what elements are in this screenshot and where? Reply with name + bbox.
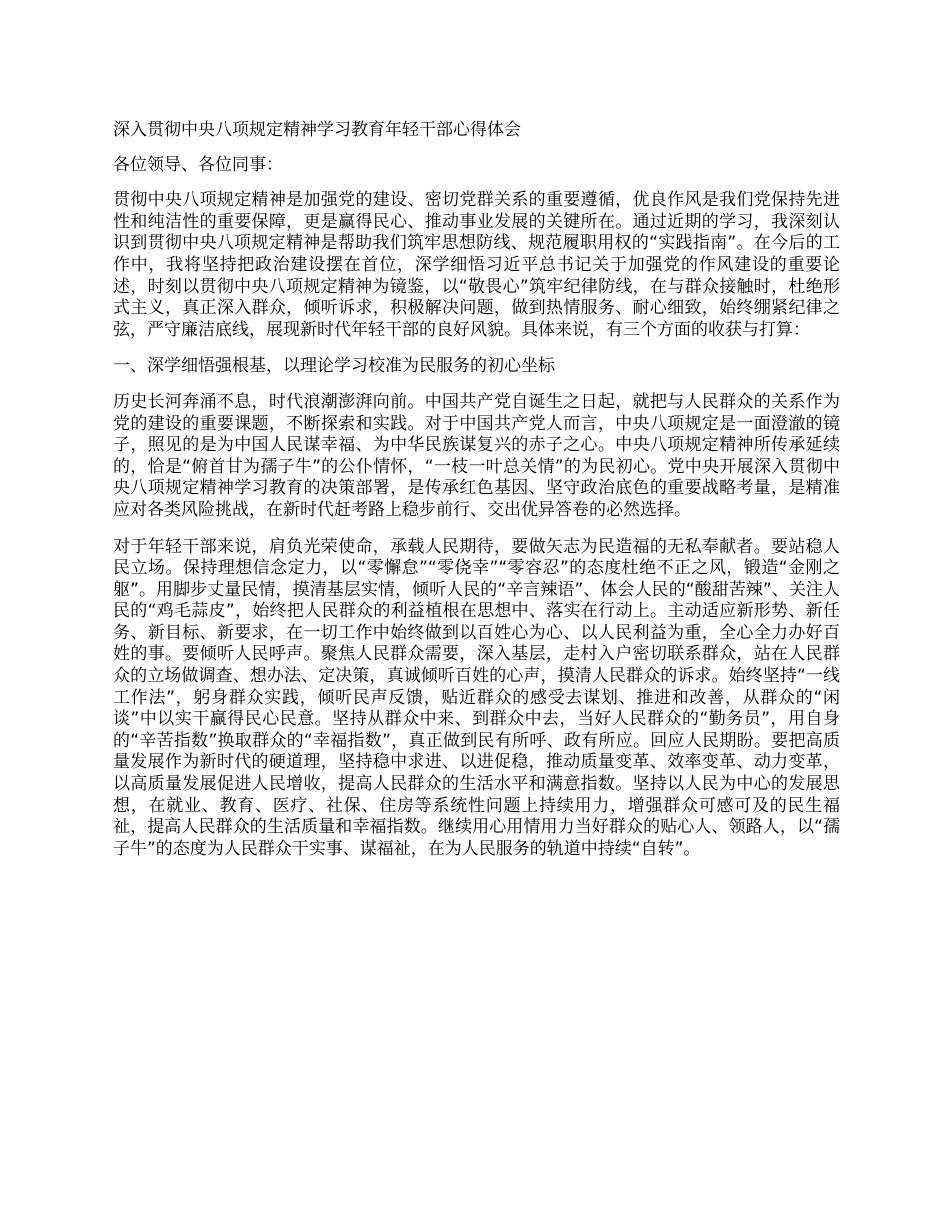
section-1-paragraph-1: 历史长河奔涌不息，时代浪潮澎湃向前。中国共产党自诞生之日起，就把与人民群众的关系作为党的建设的重要课题，不断探索和实践。对于中国共产党人而言，中央八项规定是一面澄澈的镜子，照见的是为中国人民谋幸福、为中华民族谋复兴的赤子之心。中央八项规定精神所传承延续的，恰是“俯首甘为孺子牛”的公仆情怀，“一枝一叶总关情”的为民初心。党中央开展深入贯彻中央八项规定精神学习教育的决策部署，是传承红色基因、坚守政治底色的重要战略考量，是精准应对各类风险挑战，在新时代赶考路上稳步前行、交出优异答卷的必然选择。 xyxy=(113,391,840,520)
document-page xyxy=(113,120,840,875)
intro-paragraph: 贯彻中央八项规定精神是加强党的建设、密切党群关系的重要遵循，优良作风是我们党保持先进性和纯洁性的重要保障，更是赢得民心、推动事业发展的关键所在。通过近期的学习，我深刻认识到贯彻中央八项规定精神是帮助我们筑牢思想防线、规范履职用权的“实践指南”。在今后的工作中，我将坚持把政治建设摆在首位，深学细悟习近平总书记关于加强党的作风建设的重要论述，时刻以贯彻中央八项规定精神为镜鉴，以“敬畏心”筑牢纪律防线，在与群众接触时，杜绝形式主义，真正深入群众，倾听诉求，积极解决问题，做到热情服务、耐心细致，始终绷紧纪律之弦，严守廉洁底线，展现新时代年轻干部的良好风貌。具体来说，有三个方面的收获与打算： xyxy=(113,190,840,340)
section-1-paragraph-2: 对于年轻干部来说，肩负光荣使命，承载人民期待，要做矢志为民造福的无私奉献者。要站稳人民立场。保持理想信念定力，以“零懈怠”“零侥幸”“零容忍”的态度杜绝不正之风，锻造“金刚之躯”。用脚步丈量民情，摸清基层实情，倾听人民的“辛言辣语”、体会人民的“酸甜苦辣”、关注人民的“鸡毛蒜皮”，始终把人民群众的利益植根在思想中、落实在行动上。主动适应新形势、新任务、新目标、新要求，在一切工作中始终做到以百姓心为心、以人民利益为重，全心全力办好百姓的事。要倾听人民呼声。聚焦人民群众需要，深入基层，走村入户密切联系群众，站在人民群众的立场做调查、想办法、定决策，真诚倾听百姓的心声，摸清人民群众的诉求。始终坚持“一线工作法”，躬身群众实践，倾听民声反馈，贴近群众的感受去谋划、推进和改善，从群众的“闲谈”中以实干赢得民心民意。坚持从群众中来、到群众中去，当好人民群众的“勤务员”，用自身的“辛苦指数”换取群众的“幸福指数”，真正做到民有所呼、政有所应。回应人民期盼。要把高质量发展作为新时代的硬道理，坚持稳中求进、以进促稳，推动质量变革、效率变革、动力变革，以高质量发展促进人民增收，提高人民群众的生活水平和满意指数。坚持以人民为中心的发展思想，在就业、教育、医疗、社保、住房等系统性问题上持续用力，增强群众可感可及的民生福祉，提高人民群众的生活质量和幸福指数。继续用心用情用力当好群众的贴心人、领路人，以“孺子牛”的态度为人民群众干实事、谋福祉，在为人民服务的轨道中持续“自转”。 xyxy=(113,536,840,859)
greeting: 各位领导、各位同事： xyxy=(113,154,283,175)
document-title: 深入贯彻中央八项规定精神学习教育年轻干部心得体会 xyxy=(113,120,521,140)
section-heading-1: 一、深学细悟强根基，以理论学习校准为民服务的初心坐标 xyxy=(113,356,555,377)
